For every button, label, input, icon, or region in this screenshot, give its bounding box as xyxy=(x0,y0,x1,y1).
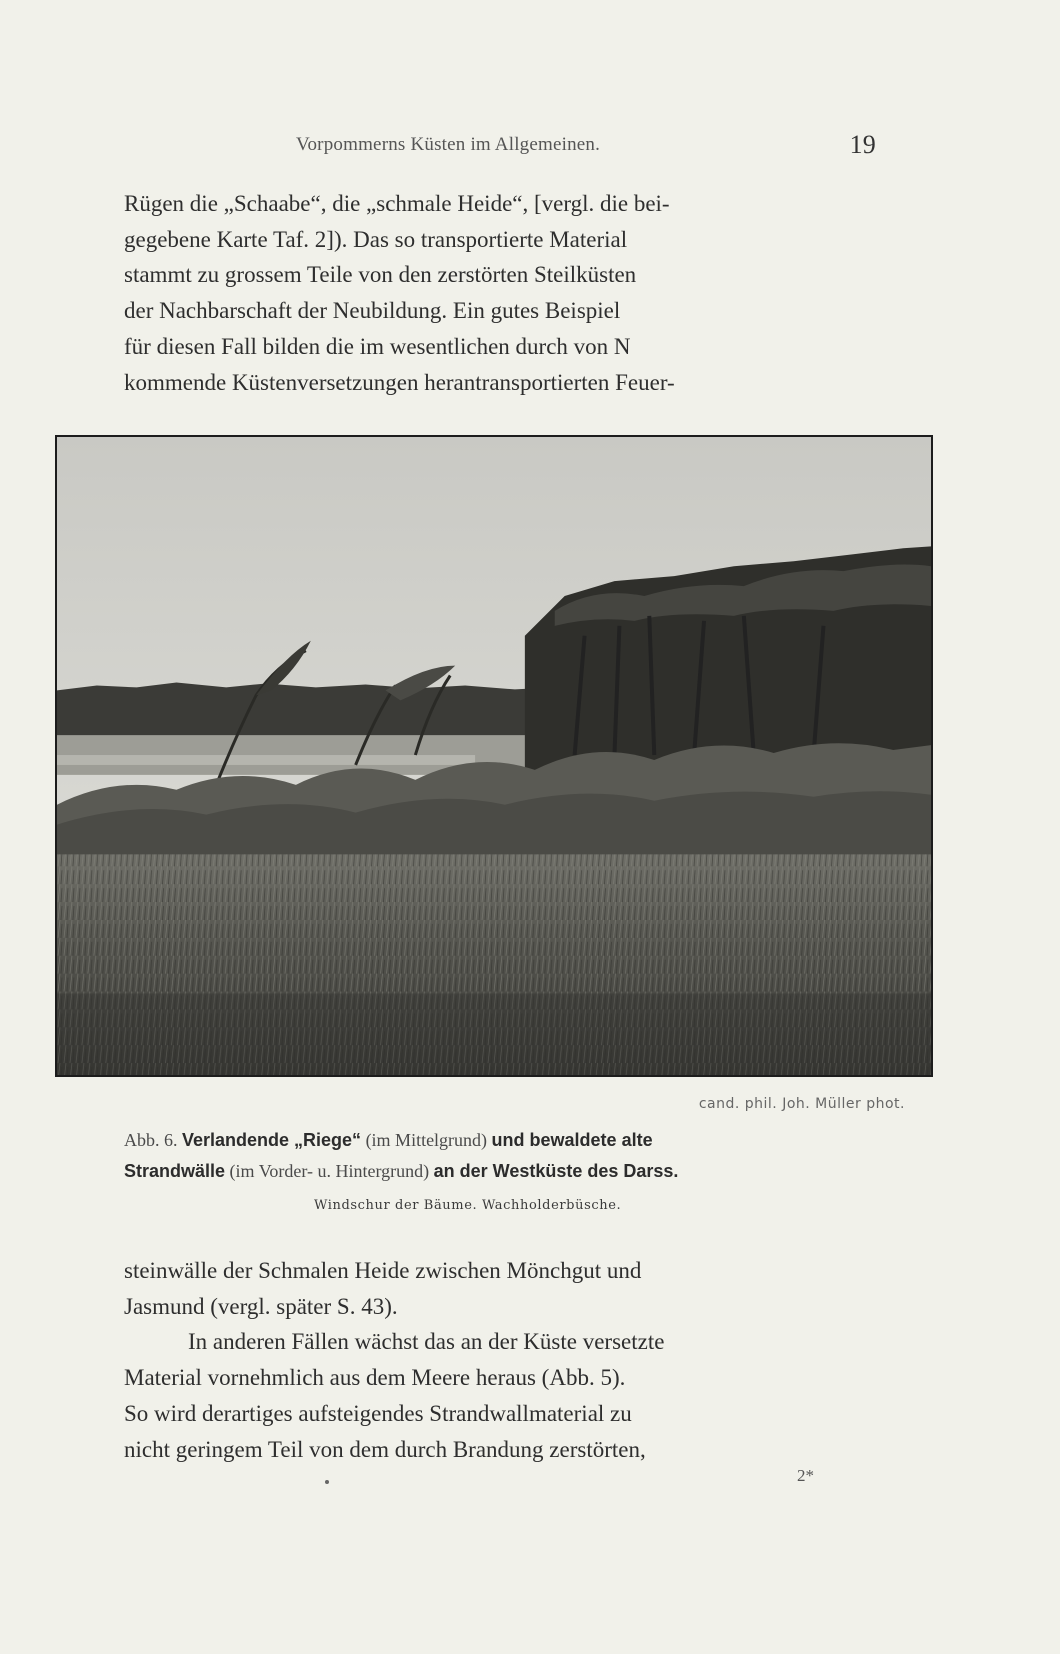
figure-caption-line-2 xyxy=(124,1161,884,1182)
caption-text: an der Westküste des Darss. xyxy=(433,1161,679,1181)
text-line: stammt zu grossem Teile von den zerstörten Steilküsten xyxy=(124,262,637,288)
page-number: 19 xyxy=(849,130,876,159)
text-line: Rügen die „Schaabe“, die „schmale Heide“, [vergl. die bei- xyxy=(124,191,670,216)
text-line: In anderen Fällen wächst das an der Küste versetzte xyxy=(188,1329,665,1355)
figure-number: Abb. 6. xyxy=(124,1130,178,1150)
text-line: der Nachbarschaft der Neubildung. Ein gutes Beispiel xyxy=(124,298,621,324)
running-head xyxy=(296,130,876,160)
text-line: nicht geringem Teil von dem durch Brandung zerstörten, xyxy=(124,1436,646,1462)
caption-text: und bewaldete alte xyxy=(491,1130,653,1150)
text-line: So wird derartiges aufsteigendes Strandwallmaterial zu xyxy=(124,1400,632,1426)
text-line: kommende Küstenversetzungen herantransportierten Feuer- xyxy=(124,369,675,395)
text-line: steinwälle der Schmalen Heide zwischen Mönchgut und xyxy=(124,1258,642,1283)
text-line: Material vornehmlich aus dem Meere heraus (Abb. 5). xyxy=(124,1365,626,1391)
caption-text: Strandwälle xyxy=(124,1161,226,1181)
caption-text: (im Vorder- u. Hintergrund) xyxy=(229,1161,430,1181)
signature-mark: 2* xyxy=(797,1466,814,1485)
photo-image xyxy=(57,437,931,1075)
bottom-paragraph xyxy=(124,1253,871,1467)
text-line: Jasmund (vergl. später S. 43). xyxy=(124,1293,398,1319)
text-line: gegebene Karte Taf. 2]). Das so transportierte Material xyxy=(124,226,628,252)
text-line: für diesen Fall bilden die im wesentlichen durch von N xyxy=(124,333,631,359)
print-speck xyxy=(325,1480,329,1484)
caption-text: (im Mittelgrund) xyxy=(365,1130,488,1150)
figure-caption-note: Windschur der Bäume. Wachholderbüsche. xyxy=(314,1198,622,1213)
landscape-photograph xyxy=(55,435,933,1077)
photo-credit: cand. phil. Joh. Müller phot. xyxy=(698,1096,905,1112)
caption-text: Verlandende „Riege“ xyxy=(182,1130,362,1150)
running-head-title: Vorpommerns Küsten im Allgemeinen. xyxy=(296,134,601,155)
figure-caption-line-1 xyxy=(124,1130,884,1151)
top-paragraph xyxy=(124,186,871,400)
